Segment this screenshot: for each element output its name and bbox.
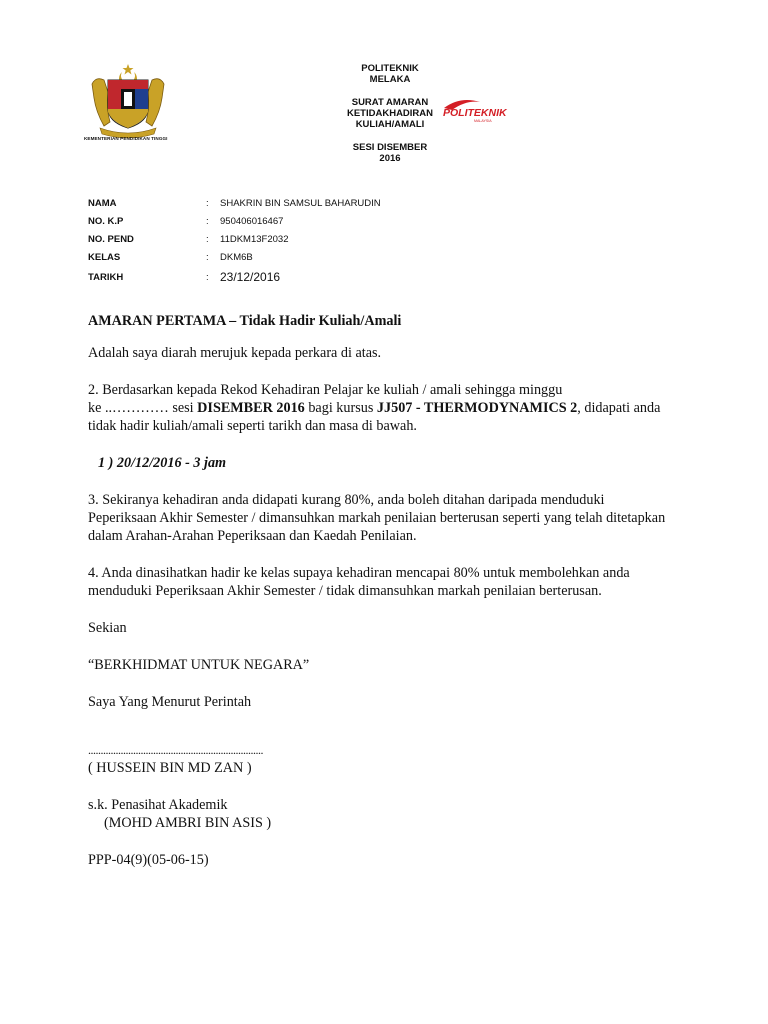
info-colon: : xyxy=(206,216,209,227)
letter-title-line1: SURAT AMARAN xyxy=(351,97,429,108)
info-colon: : xyxy=(206,234,209,245)
p2-text: bagi kursus xyxy=(304,400,377,416)
letter-body xyxy=(88,312,668,869)
politeknik-logo-icon xyxy=(440,98,516,124)
crest-caption: KEMENTERIAN PENDIDIKAN TINGGI xyxy=(84,136,168,141)
p2-text: , didapati anda xyxy=(577,400,661,416)
session-line2: 2016 xyxy=(379,153,401,164)
paragraph-3: 3. Sekiranya kehadiran anda didapati kurang 80%, anda boleh ditahan daripada menduduki Peperiksaan Akhir Semester / dimansuhkan markah penilaian berterusan seperti yang telah ditetapkan dalam Arahan-Arahan Peperiksaan dan Kaedah Penilaian. xyxy=(88,492,666,544)
info-row-class xyxy=(88,250,508,268)
student-info-table xyxy=(88,196,508,288)
info-row-name xyxy=(88,196,508,214)
signoff: Saya Yang Menurut Perintah xyxy=(88,694,252,710)
info-value: DKM6B xyxy=(220,252,253,263)
absence-item: 1 ) 20/12/2016 - 3 jam xyxy=(98,455,227,471)
info-colon: : xyxy=(206,272,209,283)
info-row-ic xyxy=(88,214,508,232)
letter-subject: AMARAN PERTAMA – Tidak Hadir Kuliah/Amali xyxy=(88,313,402,329)
paragraph-4: 4. Anda dinasihatkan hadir ke kelas supaya kehadiran mencapai 80% untuk membolehkan anda menduduki Peperiksaan Akhir Semester / tidak dimansuhkan markah penilaian berterusan. xyxy=(88,565,630,599)
letter-header xyxy=(320,63,460,164)
info-value: SHAKRIN BIN SAMSUL BAHARUDIN xyxy=(220,198,381,209)
p2-text: ke ..………… sesi xyxy=(88,400,198,416)
paragraph-2 xyxy=(88,381,668,435)
svg-text:MALAYSIA: MALAYSIA xyxy=(474,119,492,123)
info-label: TARIKH xyxy=(88,272,124,283)
letter-title-line2: KETIDAKHADIRAN xyxy=(346,108,434,119)
course-value: JJ507 - THERMODYNAMICS 2 xyxy=(376,400,578,416)
session-value: DISEMBER 2016 xyxy=(197,400,305,416)
info-label: NAMA xyxy=(88,198,117,209)
info-colon: : xyxy=(206,198,209,209)
info-label: KELAS xyxy=(88,252,121,263)
institution-name-line1: POLITEKNIK xyxy=(361,63,419,74)
info-value: 950406016467 xyxy=(220,216,284,227)
paragraph-2-line3: tidak hadir kuliah/amali seperti tarikh dan masa di bawah. xyxy=(88,418,417,434)
signatory-name: ( HUSSEIN BIN MD ZAN ) xyxy=(88,760,252,776)
info-label: NO. PEND xyxy=(88,234,134,245)
paragraph-2-line2 xyxy=(88,399,668,417)
closing: Sekian xyxy=(88,620,127,636)
cc-name: (MOHD AMBRI BIN ASIS ) xyxy=(104,815,272,831)
letter-title-line3: KULIAH/AMALI xyxy=(355,119,425,130)
institution-name-line2: MELAKA xyxy=(369,74,411,85)
session-line1: SESI DISEMBER xyxy=(352,142,428,153)
motto: “BERKHIDMAT UNTUK NEGARA” xyxy=(88,657,310,673)
cc-label: s.k. Penasihat Akademik xyxy=(88,797,228,813)
paragraph-1: Adalah saya diarah merujuk kepada perkara di atas. xyxy=(88,345,382,361)
info-value: 23/12/2016 xyxy=(220,270,281,284)
info-row-registration xyxy=(88,232,508,250)
info-value: 11DKM13F2032 xyxy=(220,234,289,245)
paragraph-2-line1: 2. Berdasarkan kepada Rekod Kehadiran Pelajar ke kuliah / amali sehingga minggu xyxy=(88,382,563,398)
signature-line: ...................................................................... xyxy=(88,743,263,757)
reference-code: PPP-04(9)(05-06-15) xyxy=(88,852,209,868)
info-colon: : xyxy=(206,252,209,263)
info-row-date xyxy=(88,270,508,288)
info-label: NO. K.P xyxy=(88,216,124,227)
svg-text:POLITEKNIK: POLITEKNIK xyxy=(443,107,507,119)
